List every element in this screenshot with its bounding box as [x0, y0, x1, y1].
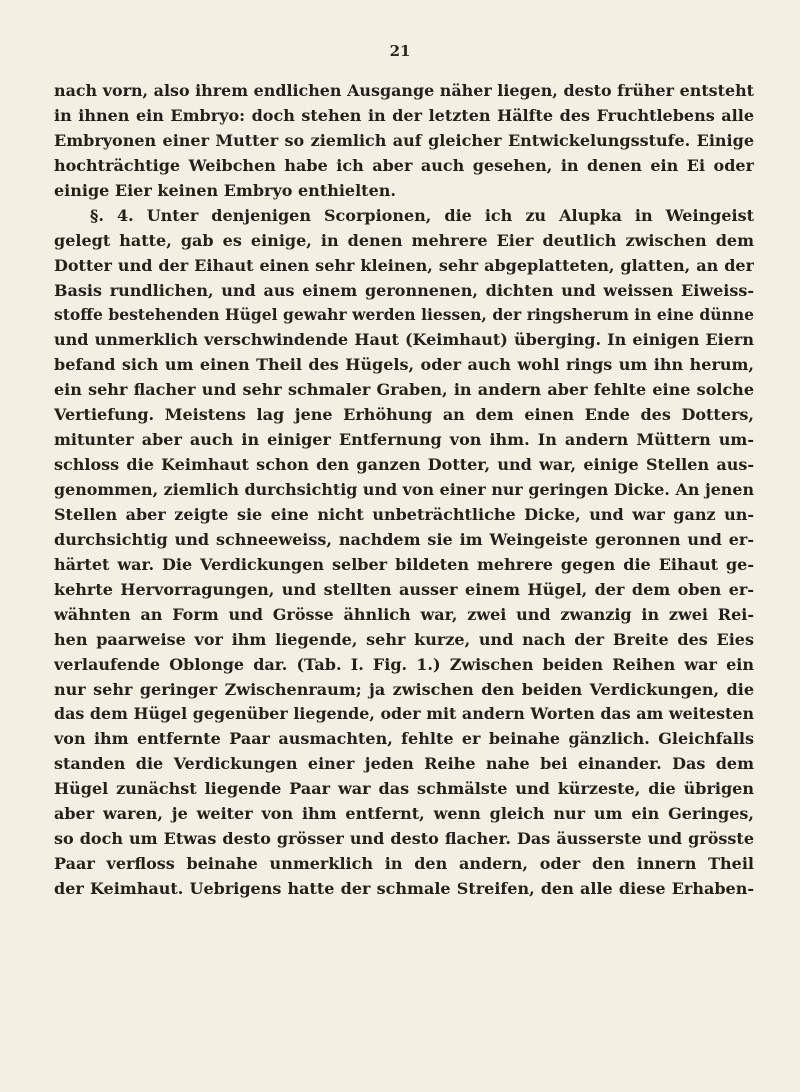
text-line: aber waren, je weiter von ihm entfernt, wenn gleich nur um ein Geringes,: [54, 804, 754, 824]
text-line: befand sich um einen Theil des Hügels, oder auch wohl rings um ihn herum,: [54, 355, 754, 375]
text-line: der Keimhaut. Uebrigens hatte der schmale Streifen, den alle diese Erhaben-: [54, 879, 754, 898]
text-line: Paar verfloss beinahe unmerklich in den andern, oder den innern Theil: [54, 854, 754, 874]
text-line: hen paarweise vor ihm liegende, sehr kurze, und nach der Breite des Eies: [54, 629, 754, 649]
text-line: und unmerklich verschwindende Haut (Keimhaut) überging. In einigen Eiern: [54, 330, 754, 350]
text-line: Embryonen einer Mutter so ziemlich auf gleicher Entwickelungsstufe. Einige: [54, 130, 754, 150]
text-line: das dem Hügel gegenüber liegende, oder mit andern Worten das am weitesten: [54, 704, 754, 724]
body-text: [54, 79, 754, 902]
text-line: schloss die Keimhaut schon den ganzen Dotter, und war, einige Stellen aus-: [54, 455, 754, 475]
text-line: von ihm entfernte Paar ausmachten, fehlte er beinahe gänzlich. Gleichfalls: [54, 729, 754, 749]
text-line: Dotter und der Eihaut einen sehr kleinen, sehr abgeplatteten, glatten, an der: [54, 255, 754, 275]
text-line: nach vorn, also ihrem endlichen Ausgange näher liegen, desto früher entsteht: [54, 81, 754, 100]
text-line: mitunter aber auch in einiger Entfernung von ihm. In andern Müttern um-: [54, 430, 754, 450]
text-line: verlaufende Oblonge dar. (Tab. I. Fig. 1.) Zwischen beiden Reihen war ein: [54, 654, 754, 674]
text-line: in ihnen ein Embryo: doch stehen in der letzten Hälfte des Fruchtlebens alle: [54, 105, 754, 125]
text-line: Stellen aber zeigte sie eine nicht unbeträchtliche Dicke, und war ganz un-: [54, 504, 754, 524]
text-line: standen die Verdickungen einer jeden Reihe nahe bei einander. Das dem: [54, 754, 754, 774]
text-line: wähnten an Form und Grösse ähnlich war, zwei und zwanzig in zwei Rei-: [54, 604, 754, 624]
text-line: einige Eier keinen Embryo enthielten.: [54, 180, 396, 200]
page-number: 21: [389, 42, 411, 60]
text-line: nur sehr geringer Zwischenraum; ja zwischen den beiden Verdickungen, die: [54, 679, 754, 699]
text-line: härtet war. Die Verdickungen selber bildeten mehrere gegen die Eihaut ge-: [54, 554, 754, 574]
text-line: §. 4. Unter denjenigen Scorpionen, die ich zu Alupka in Weingeist: [90, 205, 754, 225]
text-line: kehrte Hervorragungen, und stellten ausser einem Hügel, der dem oben er-: [54, 579, 754, 599]
text-line: gelegt hatte, gab es einige, in denen mehrere Eier deutlich zwischen dem: [54, 230, 754, 250]
text-line: Basis rundlichen, und aus einem geronnenen, dichten und weissen Eiweiss-: [54, 280, 754, 300]
text-line: stoffe bestehenden Hügel gewahr werden liessen, der ringsherum in eine dünne: [54, 305, 754, 325]
text-line: ein sehr flacher und sehr schmaler Graben, in andern aber fehlte eine solche: [54, 380, 754, 400]
text-line: so doch um Etwas desto grösser und desto flacher. Das äusserste und grösste: [54, 829, 754, 849]
text-line: durchsichtig und schneeweiss, nachdem sie im Weingeiste geronnen und er-: [54, 529, 754, 549]
text-line: hochträchtige Weibchen habe ich aber auch gesehen, in denen ein Ei oder: [54, 155, 754, 175]
text-line: genommen, ziemlich durchsichtig und von einer nur geringen Dicke. An jenen: [54, 480, 754, 499]
text-line: Vertiefung. Meistens lag jene Erhöhung an dem einen Ende des Dotters,: [54, 405, 754, 425]
text-line: Hügel zunächst liegende Paar war das schmälste und kürzeste, die übrigen: [54, 779, 754, 799]
